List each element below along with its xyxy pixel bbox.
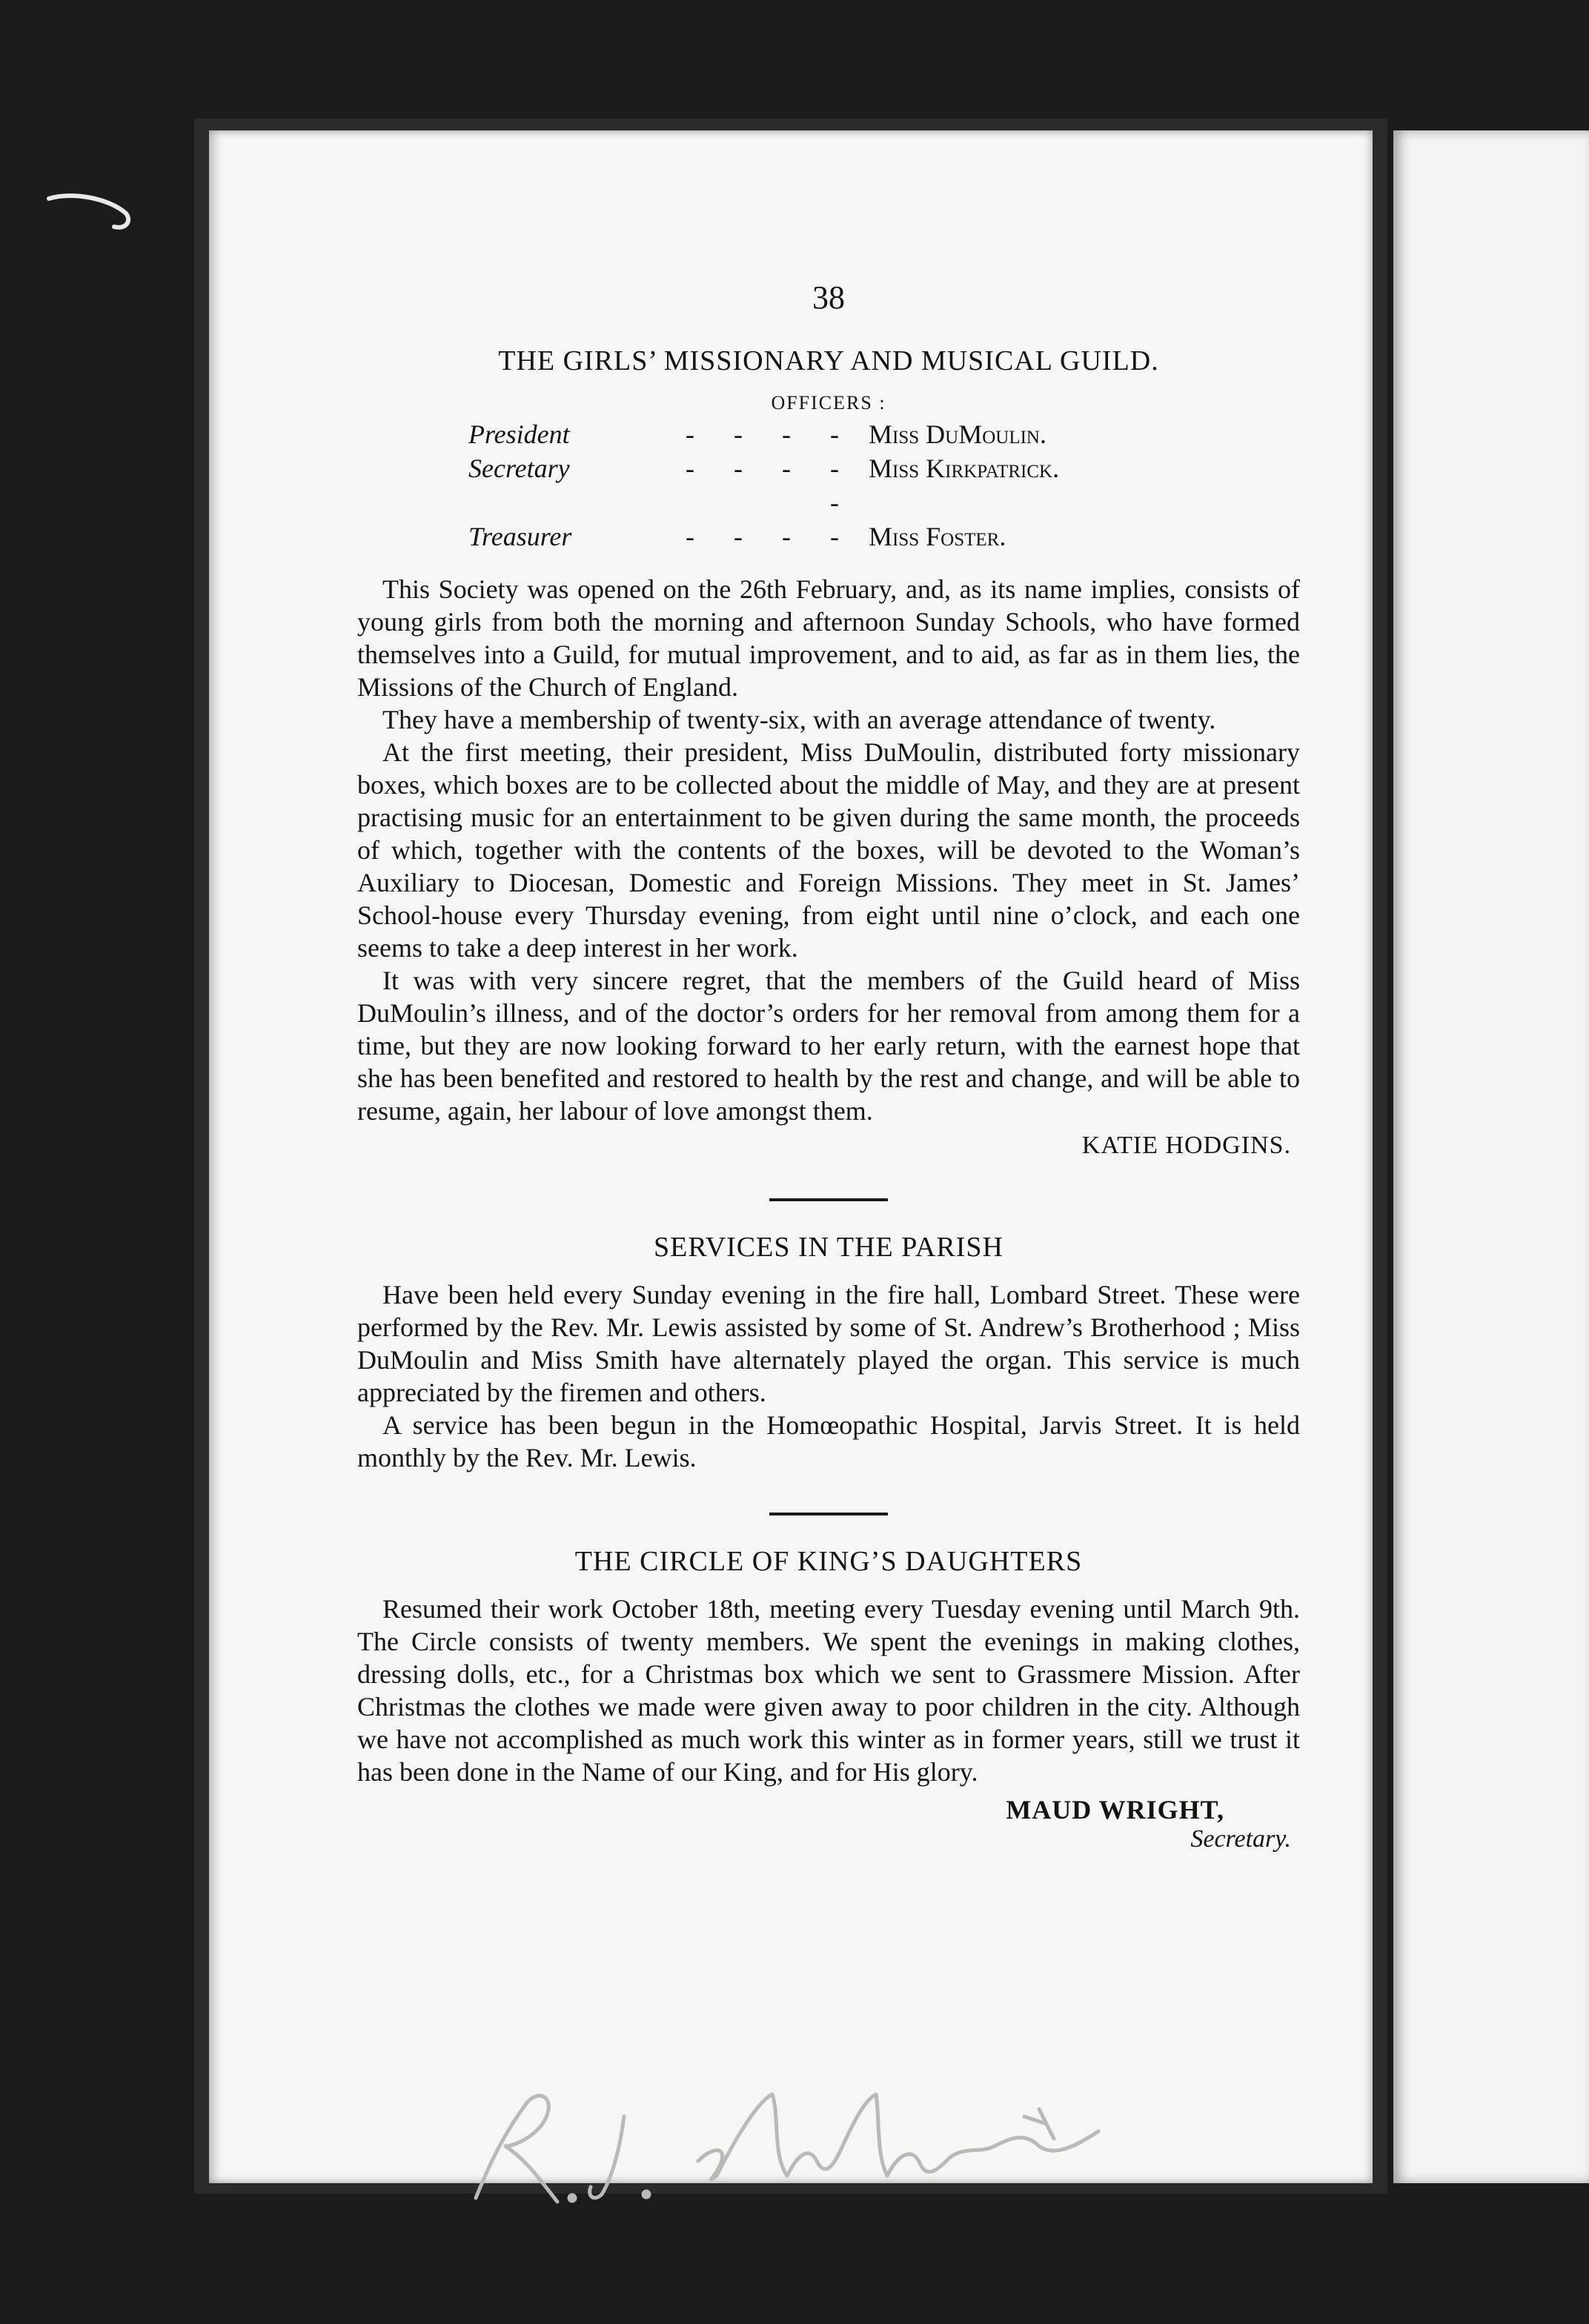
officer-role: Secretary [468,454,570,483]
handwritten-signature [461,2072,1128,2213]
guild-paragraph: It was with very sincere regret, that the members of the Guild heard of Miss DuMoulin’s illness, and of the doctor’s orders for her removal from among them for a time, but they are now looking forward to her early return, with the earnest hope that she has been benefited and restored to health by the rest and change, and will be able to resume, again, her labour of love amongst them. [357,966,1300,1126]
page-number: 38 [812,279,845,316]
page-content [357,279,1300,1853]
kings-daughters-signature [357,1794,1291,1853]
officer-row-treasurer [357,519,1300,554]
officer-name: Miss DuMoulin. [869,419,1046,449]
guild-heading: THE GIRLS’ MISSIONARY AND MUSICAL GUILD. [498,345,1159,376]
services-paragraph: Have been held every Sunday evening in the fire hall, Lombard Street. These were performed by the Rev. Mr. Lewis assisted by some of St. Andrew’s Brotherhood ; Miss DuMoulin and Miss Smith have alternately played the organ. This service is much appreciated by the firemen and others. [357,1280,1300,1407]
services-heading: SERVICES IN THE PARISH [654,1232,1004,1263]
officers-list [357,417,1300,554]
officer-name: Miss Kirkpatrick. [869,454,1060,483]
section-divider [769,1198,888,1201]
officer-role: President [468,419,570,449]
facing-page-edge [1393,130,1589,2183]
kings-daughters-heading: THE CIRCLE OF KING’S DAUGHTERS [574,1546,1083,1577]
margin-pencil-mark [43,188,139,236]
section-divider [769,1513,888,1515]
officer-row-secretary [357,451,1300,519]
officer-role: Treasurer [468,522,572,551]
officer-name: Miss Foster. [869,522,1006,551]
officers-title: OFFICERS : [771,392,886,414]
officer-dashes: - - - - - [686,454,855,517]
officer-dashes: - - - - [686,419,855,449]
officer-row-president [357,417,1300,451]
guild-paragraph: They have a membership of twenty-six, with an average attendance of twenty. [382,705,1216,734]
guild-paragraph: This Society was opened on the 26th February, and, as its name implies, consists of young girls from both the morning and afternoon Sunday Schools, who have formed themselves into a Guild, for mutual improvement, and to aid, as far as in them lies, the Missions of the Church of England. [357,574,1300,702]
officer-dashes: - - - - [686,522,855,551]
kings-daughters-paragraph: Resumed their work October 18th, meeting every Tuesday evening until March 9th. The Circle consists of twenty members. We spent the evenings in making clothes, dressing dolls, etc., for a Christmas box which we sent to Grassmere Mission. After Christmas the clothes we made were given away to poor children in the city. Although we have not accomplished as much work this winter as in former years, still we trust it has been done in the Name of our King, and for His glory. [357,1594,1300,1787]
services-paragraph: A service has been begun in the Homœopathic Hospital, Jarvis Street. It is held monthly by the Rev. Mr. Lewis. [357,1410,1300,1473]
document-page [209,130,1373,2183]
guild-paragraph: At the first meeting, their president, Miss DuMoulin, distributed forty missionary boxes, which boxes are to be collected about the middle of May, and they are at present practising music for an entertainment to be given during the same month, the proceeds of which, together with the contents of the boxes, will be devoted to the Woman’s Auxiliary to Diocesan, Domestic and Foreign Missions. They meet in St. James’ School-house every Thursday evening, from eight until nine o’clock, and each one seems to take a deep interest in her work. [357,737,1300,963]
signature-title: Secretary. [1190,1825,1291,1853]
guild-signature: KATIE HODGINS. [1081,1132,1291,1159]
signature-name: MAUD WRIGHT, [1006,1795,1224,1825]
